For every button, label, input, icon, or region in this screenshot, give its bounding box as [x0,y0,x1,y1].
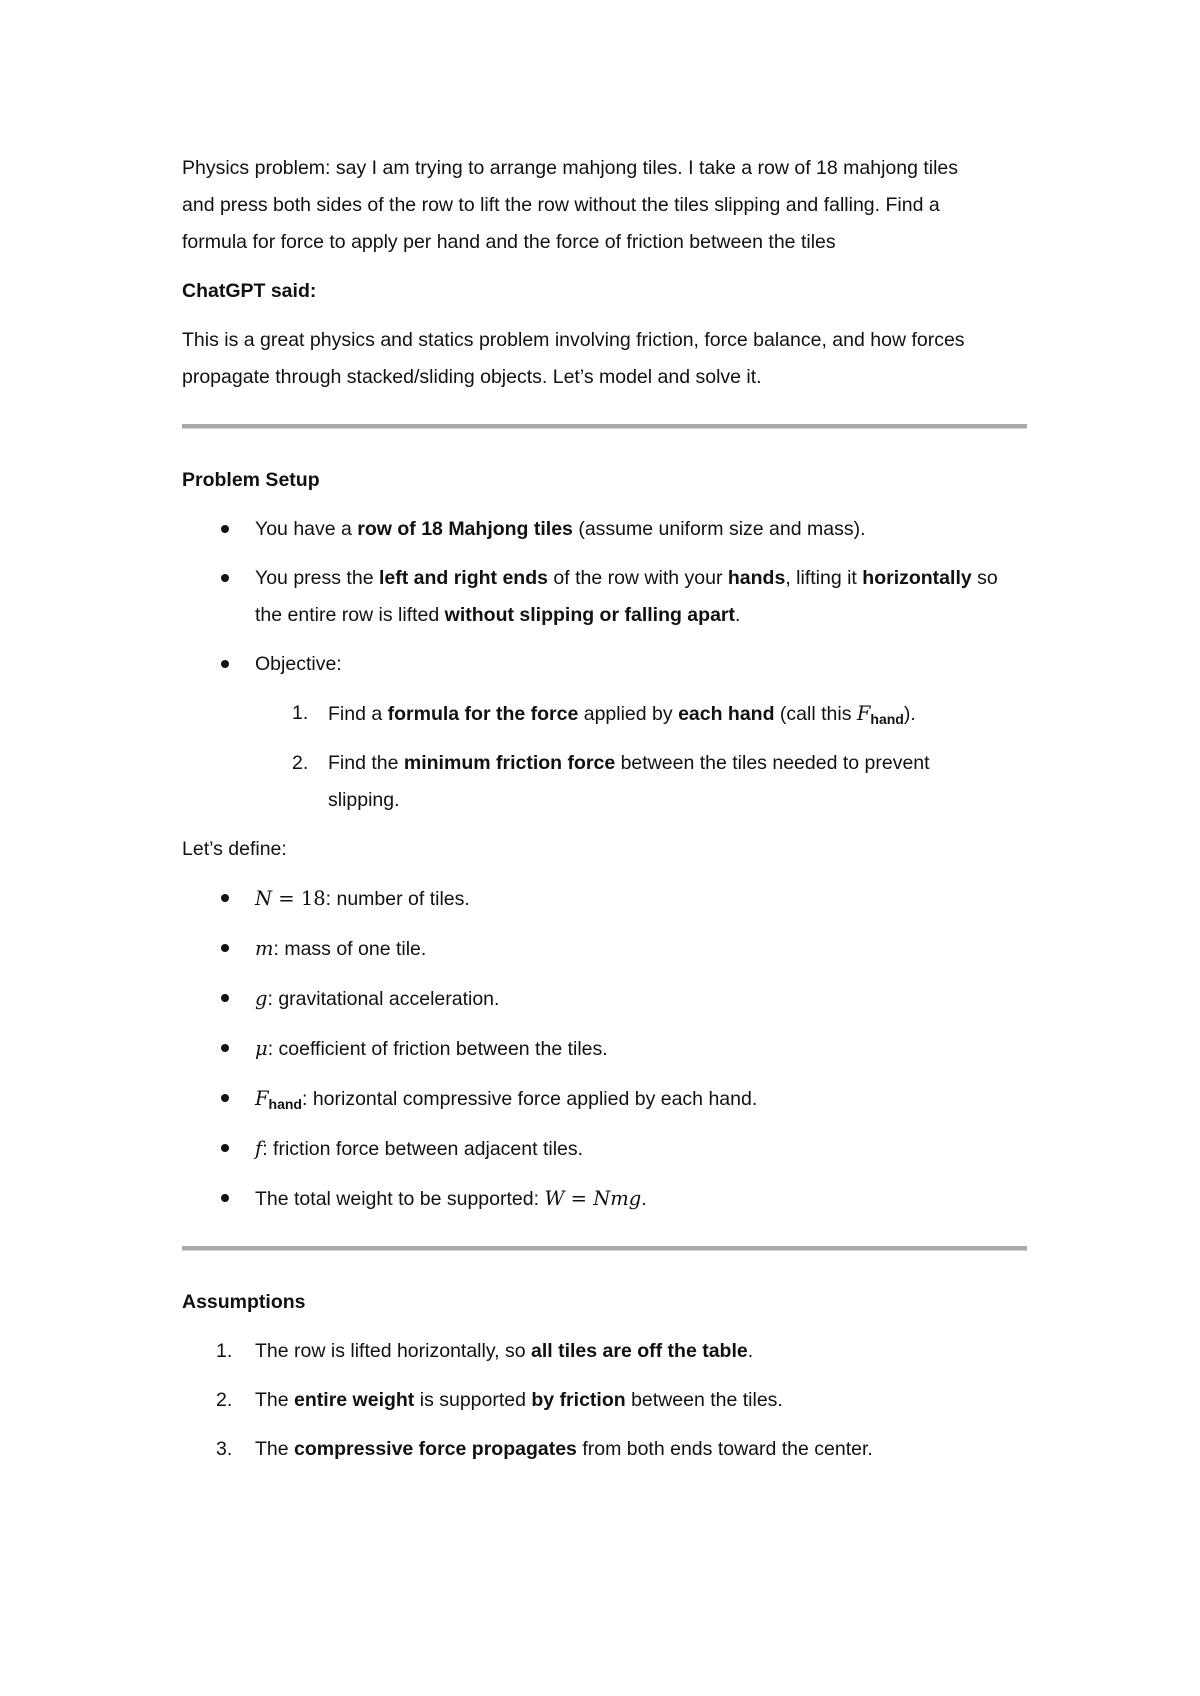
list-item: 3. The compressive force propagates from both ends toward the center. [182,1431,1027,1468]
weight-formula: W = Nmg [544,1187,642,1210]
f-symbol: f [255,1137,263,1160]
m-symbol: m [255,937,274,960]
intro-line-2: propagate through stacked/sliding objects. Let’s model and solve it. [182,366,762,388]
section-heading-assumptions: Assumptions [182,1291,306,1313]
list-item: 2. The entire weight is supported by friction between the tiles. [182,1382,1027,1419]
list-number: 3. [216,1438,233,1460]
speaker-label: ChatGPT said: [182,280,317,302]
list-item: You press the left and right ends of the row with your hands, lifting it horizontally so the entire row is lifted without slipping or falling apart. [182,560,1027,634]
setup-list [182,511,1027,683]
document-body [182,150,1027,1468]
list-number: 2. [292,752,309,774]
question-paragraph [182,150,1027,261]
g-symbol: g [255,987,268,1010]
list-item: μ: coefficient of friction between the tiles. [182,1030,1027,1068]
list-item: N = 18: number of tiles. [182,880,1027,918]
question-line-2: and press both sides of the row to lift the row without the tiles slipping and falling. Find a [182,194,940,216]
horizontal-divider [182,1246,1027,1251]
list-number: 2. [216,1389,233,1411]
intro-line-1: This is a great physics and statics problem involving friction, force balance, and how forces [182,329,965,351]
list-item: 1. The row is lifted horizontally, so all tiles are off the table. [182,1333,1027,1370]
list-item: You have a row of 18 Mahjong tiles (assume uniform size and mass). [182,511,1027,548]
list-item: $F_{hand}$: horizontal compressive force applied by each hand. [182,1080,1027,1118]
horizontal-divider [182,424,1027,429]
n-symbol: N = 18 [255,887,326,910]
list-item: The total weight to be supported: W = Nmg. [182,1180,1027,1218]
f-hand-symbol: $F_{hand}$ [856,702,904,727]
list-item: 2. Find the minimum friction force between the tiles needed to prevent slipping. [182,745,1027,819]
list-item: m: mass of one tile. [182,930,1027,968]
list-item: 1. Find a formula for the force applied by each hand (call this $F_{hand}$). [182,695,1027,733]
assumptions-list [182,1333,1027,1468]
objective-list [182,695,1027,819]
definitions-list [182,880,1027,1218]
define-heading: Let’s define: [182,838,287,860]
f-hand-symbol: $F_{hand}$ [255,1087,302,1112]
list-item: g: gravitational acceleration. [182,980,1027,1018]
question-line-3: formula for force to apply per hand and the force of friction between the tiles [182,231,836,253]
section-heading-problem-setup: Problem Setup [182,469,320,491]
intro-paragraph [182,322,1027,396]
list-item: Objective: [182,646,1027,683]
list-number: 1. [292,702,309,724]
list-number: 1. [216,1340,233,1362]
list-item: f: friction force between adjacent tiles. [182,1130,1027,1168]
mu-symbol: μ [255,1037,268,1060]
question-line-1: Physics problem: say I am trying to arrange mahjong tiles. I take a row of 18 mahjong tiles [182,157,959,179]
